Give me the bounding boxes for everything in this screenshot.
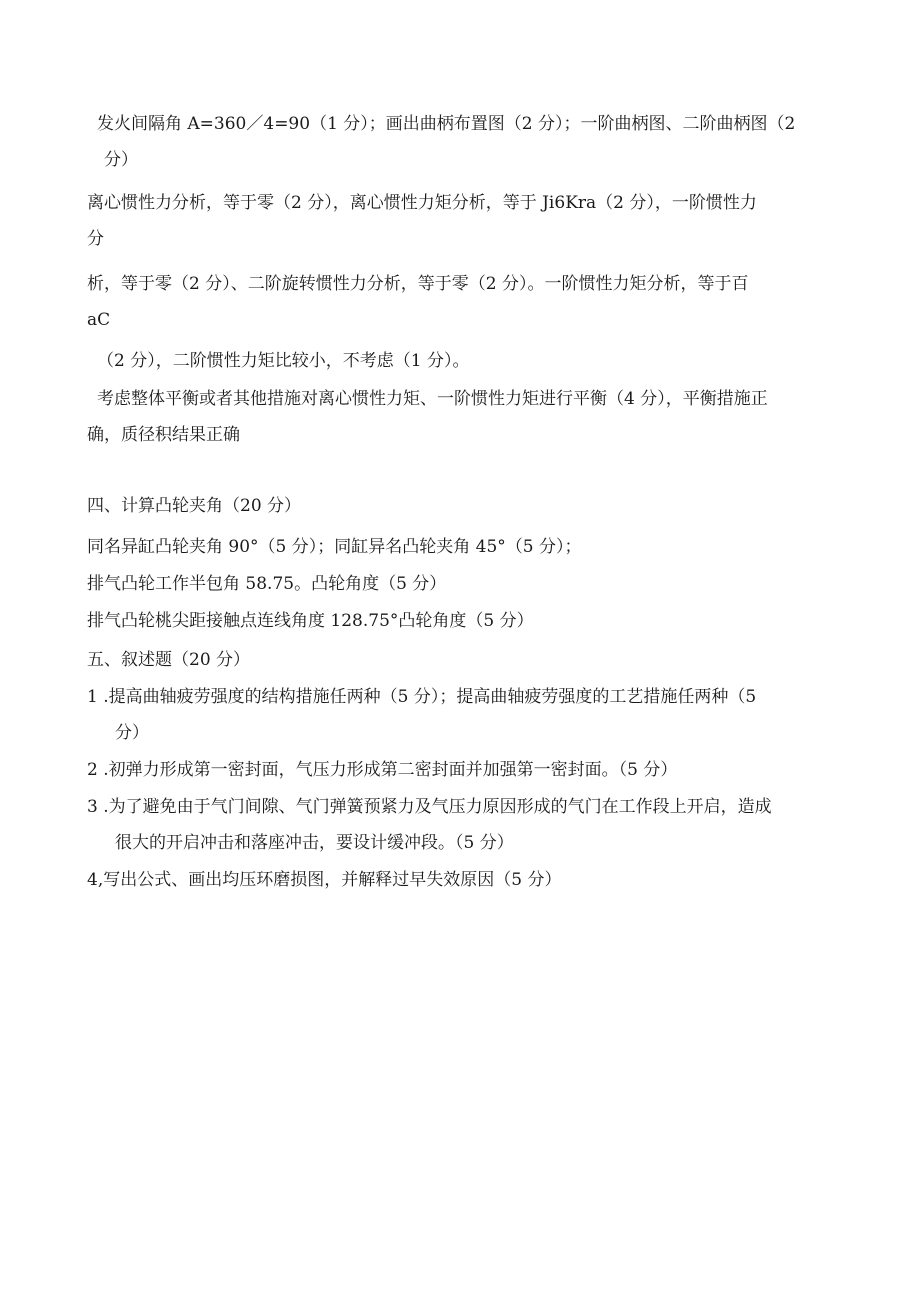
- section5-heading: 五、叙述题（20 分）: [87, 650, 251, 670]
- s3-p1-line2: 分）: [104, 150, 138, 170]
- s5-q4-line1: 4,写出公式、画出均压环磨损图，并解释过早失效原因（5 分）: [87, 870, 562, 890]
- s5-q3-line2: 很大的开启冲击和落座冲击，要设计缓冲段。（5 分）: [115, 833, 514, 853]
- s5-q1-line1: 1 .提高曲轴疲劳强度的结构措施任两种（5 分）；提高曲轴疲劳强度的工艺措施任两种（5: [87, 687, 757, 707]
- s3-p2-line1: 离心惯性力分析，等于零（2 分），离心惯性力矩分析，等于 Ji6Kra（2 分），一阶惯性力: [87, 193, 757, 213]
- s3-p2-line2: 分: [87, 229, 104, 249]
- s4-line2: 排气凸轮工作半包角 58.75。凸轮角度（5 分）: [87, 574, 447, 594]
- s3-p5-line2: 确，质径积结果正确: [87, 425, 240, 445]
- s5-q2-line1: 2 .初弹力形成第一密封面，气压力形成第二密封面并加强第一密封面。（5 分）: [87, 760, 678, 780]
- s3-p3-line2: aC: [87, 310, 111, 330]
- s3-p1-line1: 发火间隔角 A=360／4=90（1 分）；画出曲柄布置图（2 分）；一阶曲柄图、二阶曲柄图（2: [97, 114, 796, 134]
- s4-line3: 排气凸轮桃尖距接触点连线角度 128.75°凸轮角度（5 分）: [87, 611, 534, 631]
- section4-heading: 四、计算凸轮夹角（20 分）: [87, 496, 302, 516]
- s3-p3-line1: 析，等于零（2 分）、二阶旋转惯性力分析，等于零（2 分）。一阶惯性力矩分析，等于百: [87, 274, 749, 294]
- s5-q3-line1: 3 .为了避免由于气门间隙、气门弹簧预紧力及气压力原因形成的气门在工作段上开启，造成: [87, 797, 772, 817]
- s5-q1-line2: 分）: [115, 723, 149, 743]
- s4-line1: 同名异缸凸轮夹角 90°（5 分）；同缸异名凸轮夹角 45°（5 分）；: [87, 537, 582, 557]
- s3-p5-line1: 考虑整体平衡或者其他措施对离心惯性力矩、一阶惯性力矩进行平衡（4 分），平衡措施正: [97, 389, 768, 409]
- s3-p4-line1: （2 分），二阶惯性力矩比较小，不考虑（1 分）。: [97, 351, 470, 371]
